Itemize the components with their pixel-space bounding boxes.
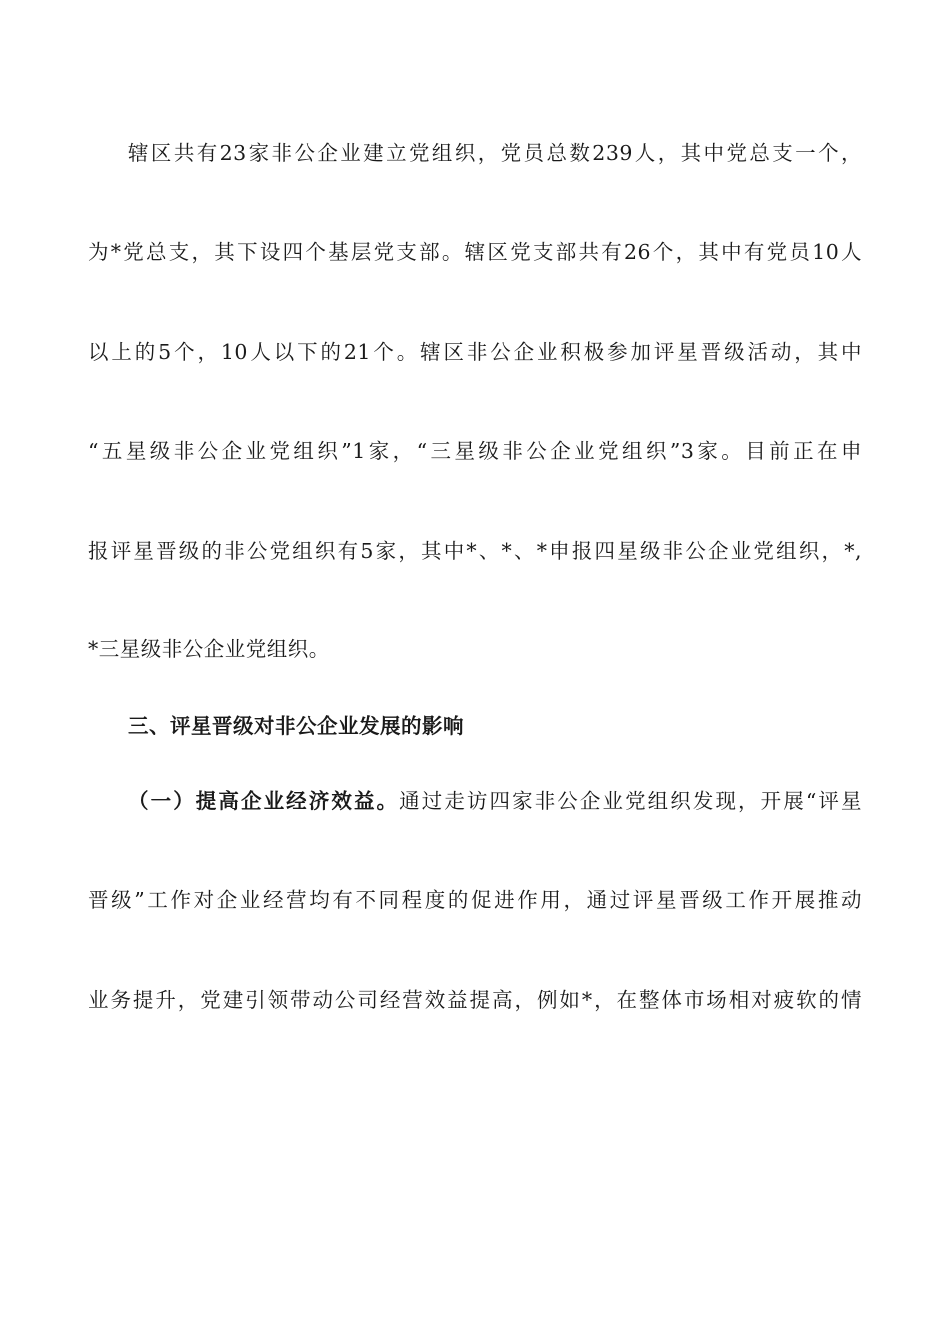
paragraph-1-line-1: 辖区共有23家非公企业建立党组织，党员总数239人，其中党总支一个，: [128, 141, 862, 165]
paragraph-1-line-6: *三星级非公企业党组织。: [88, 637, 330, 661]
subsection-1-line-3: 业务提升，党建引领带动公司经营效益提高，例如*，在整体市场相对疲软的情: [88, 988, 862, 1012]
subsection-1-line-2: 晋级”工作对企业经营均有不同程度的促进作用，通过评星晋级工作开展推动: [88, 888, 862, 912]
paragraph-1-line-3: 以上的5个，10人以下的21个。辖区非公企业积极参加评星晋级活动，其中: [88, 340, 862, 364]
paragraph-1-line-5: 报评星晋级的非公党组织有5家，其中*、*、*申报四星级非公企业党组织，*,: [88, 539, 862, 563]
subsection-1-line-1-rest: 通过走访四家非公企业党组织发现，开展“评星: [399, 789, 863, 813]
paragraph-1-line-2: 为*党总支，其下设四个基层党支部。辖区党支部共有26个，其中有党员10人: [88, 240, 862, 264]
section-3-heading: 三、评星晋级对非公企业发展的影响: [128, 714, 464, 738]
paragraph-1-line-4: “五星级非公企业党组织”1家，“三星级非公企业党组织”3家。目前正在申: [88, 439, 862, 463]
subsection-1-bold-lead: （一）提高企业经济效益。: [128, 789, 400, 813]
subsection-1-line-1: [128, 786, 862, 816]
